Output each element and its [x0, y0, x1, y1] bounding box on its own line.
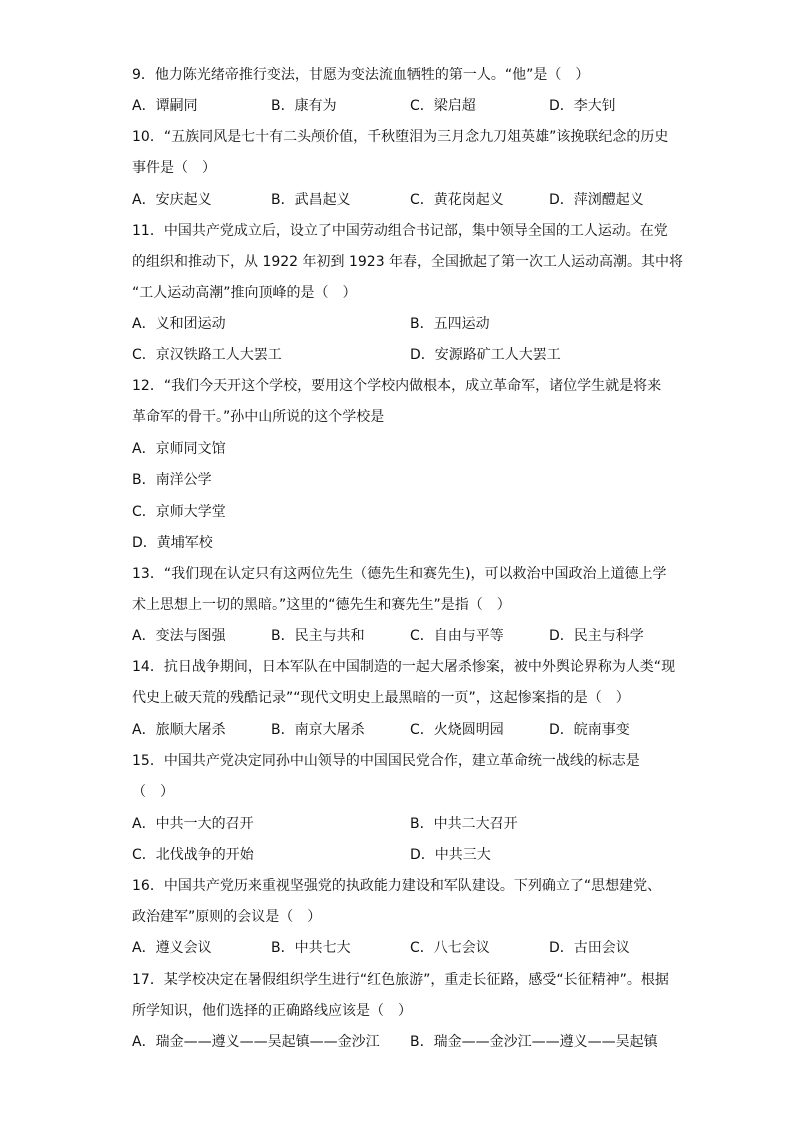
question-17-text-line1: 17．某学校决定在暑假组织学生进行“红色旅游”，重走长征路，感受“长征精神”。根据 [132, 972, 669, 988]
question-11-text-line3: “工人运动高潮”推向顶峰的是（ ） [132, 285, 357, 301]
question-12-option-b: B．南洋公学 [132, 472, 212, 488]
question-17-option-a: A．瑞金——遵义——吴起镇——金沙江 [132, 1034, 380, 1050]
question-12-text-line2: 革命军的骨干。”孙中山所说的这个学校是 [132, 409, 385, 425]
question-16-option-c: C．八七会议 [410, 940, 490, 956]
question-11-text-line1: 11．中国共产党成立后，设立了中国劳动组合书记部，集中领导全国的工人运动。在党 [132, 223, 668, 239]
question-17-text-line2: 所学知识，他们选择的正确路线应该是（ ） [132, 1003, 412, 1019]
question-13-option-d: D．民主与科学 [549, 628, 644, 644]
question-9-option-c: C．梁启超 [410, 98, 476, 114]
question-14-text-line2: 代史上破天荒的残酷记录”“现代文明史上最黑暗的一页”，这起惨案指的是（ ） [132, 690, 630, 706]
question-9-option-b: B．康有为 [271, 98, 337, 114]
question-10-text-line1: 10．“五族同风是七十有二头颅价值，千秋堕泪为三月念九刀俎英雄”该挽联纪念的历史 [132, 129, 669, 145]
question-9-option-a: A．谭嗣同 [132, 98, 198, 114]
question-14-text-line1: 14．抗日战争期间，日本军队在中国制造的一起大屠杀惨案，被中外舆论界称为人类“现 [132, 659, 676, 675]
question-16-text-line1: 16．中国共产党历来重视坚强党的执政能力建设和军队建设。下列确立了“思想建党、 [132, 878, 662, 894]
question-15-option-a: A．中共一大的召开 [132, 816, 254, 832]
question-17-option-b: B．瑞金——金沙江——遵义——吴起镇 [410, 1034, 658, 1050]
question-15-text-line2: （ ） [132, 784, 174, 800]
question-9-option-d: D．李大钊 [549, 98, 616, 114]
question-13-option-c: C．自由与平等 [410, 628, 504, 644]
question-14-option-b: B．南京大屠杀 [271, 722, 365, 738]
question-12-text-line1: 12．“我们今天开这个学校，要用这个学校内做根本，成立革命军，诸位学生就是将来 [132, 378, 662, 394]
question-12-option-d: D．黄埔军校 [132, 535, 213, 551]
question-10-text-line2: 事件是（ ） [132, 160, 216, 176]
question-15-option-d: D．中共三大 [410, 847, 491, 863]
question-15-option-b: B．中共二大召开 [410, 816, 518, 832]
question-10-option-d: D．萍浏醴起义 [549, 192, 644, 208]
question-9-text: 9．他力陈光绪帝推行变法，甘愿为变法流血牺牲的第一人。“他”是（ ） [132, 67, 590, 83]
question-16-text-line2: 政治建军”原则的会议是（ ） [132, 909, 322, 925]
question-11-option-b: B．五四运动 [410, 316, 490, 332]
question-14-option-a: A．旅顺大屠杀 [132, 722, 226, 738]
question-16-option-d: D．古田会议 [549, 940, 630, 956]
question-16-option-a: A．遵义会议 [132, 940, 212, 956]
question-16-option-b: B．中共七大 [271, 940, 351, 956]
question-15-option-c: C．北伐战争的开始 [132, 847, 254, 863]
question-11-text-line2: 的组织和推动下，从 1922 年初到 1923 年春，全国掀起了第一次工人运动高潮。其中将 [132, 254, 684, 270]
question-13-text-line2: 术上思想上一切的黑暗。”这里的“德先生和赛先生”是指（ ） [132, 597, 511, 613]
question-10-option-a: A．安庆起义 [132, 192, 212, 208]
question-10-option-b: B．武昌起义 [271, 192, 351, 208]
question-13-option-b: B．民主与共和 [271, 628, 365, 644]
question-14-option-d: D．皖南事变 [549, 722, 630, 738]
question-12-option-c: C．京师大学堂 [132, 504, 226, 520]
question-13-text-line1: 13．“我们现在认定只有这两位先生（德先生和赛先生)，可以救治中国政治上道德上学 [132, 566, 667, 582]
question-11-option-a: A．义和团运动 [132, 316, 226, 332]
question-11-option-d: D．安源路矿工人大罢工 [410, 347, 561, 363]
question-14-option-c: C．火烧圆明园 [410, 722, 504, 738]
question-15-text-line1: 15．中国共产党决定同孙中山领导的中国国民党合作，建立革命统一战线的标志是 [132, 753, 640, 769]
question-12-option-a: A．京师同文馆 [132, 441, 226, 457]
question-10-option-c: C．黄花岗起义 [410, 192, 504, 208]
question-11-option-c: C．京汉铁路工人大罢工 [132, 347, 282, 363]
question-13-option-a: A．变法与图强 [132, 628, 226, 644]
